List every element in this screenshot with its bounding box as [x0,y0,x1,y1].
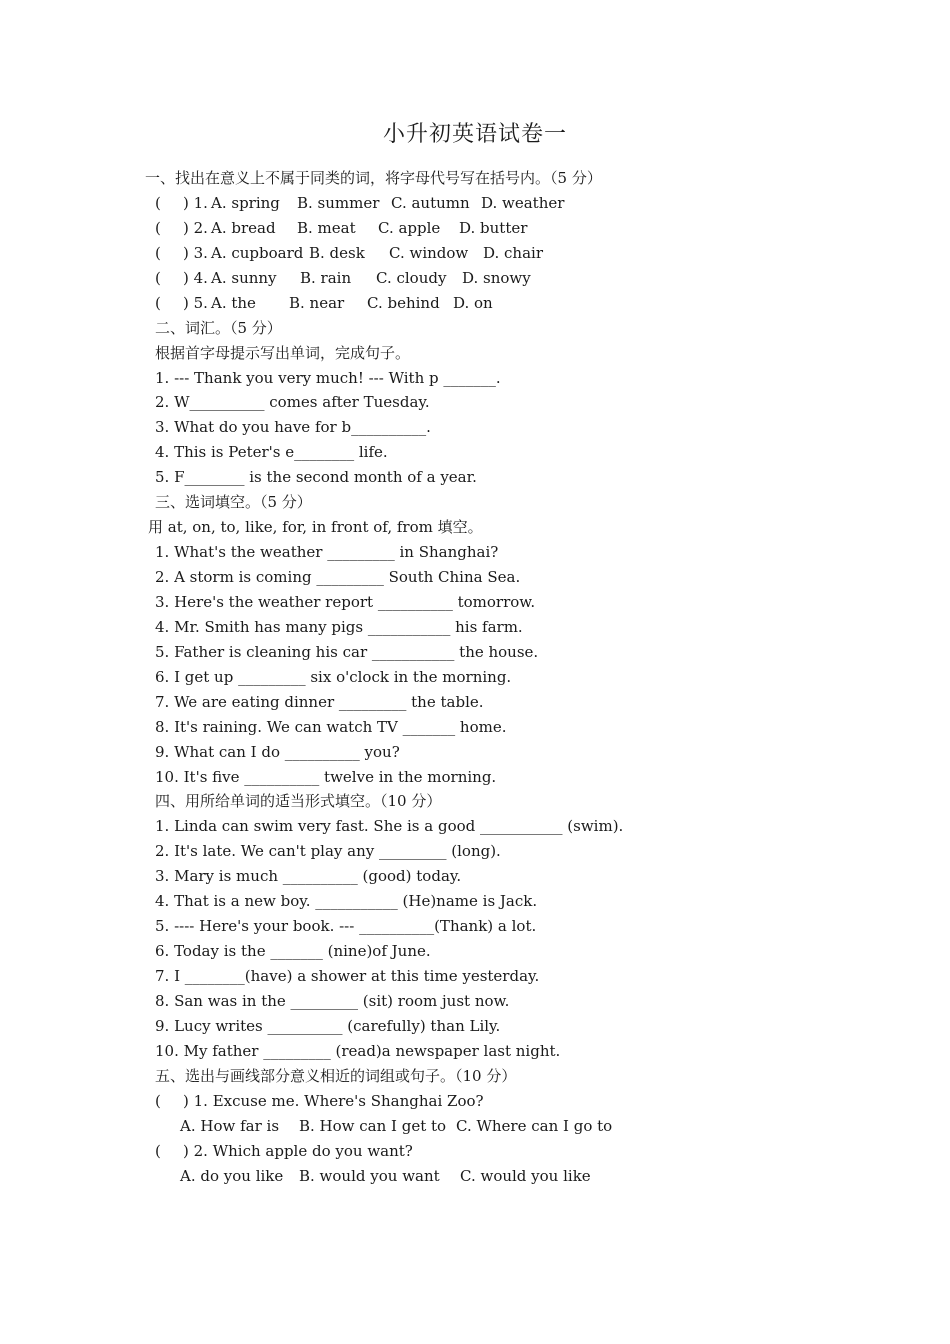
section4-question-6: 6. Today is the _______ (nine)of June. [155,942,431,961]
section1-question-5 [145,291,845,316]
section5-question-2 [145,1139,845,1164]
section4-question-2: 2. It's late. We can't play any _________ (long). [155,842,501,861]
section4-question-1: 1. Linda can swim very fast. She is a good ___________ (swim). [155,817,624,836]
section1-question-3 [145,241,845,266]
option-c: C. would you like [460,1166,591,1185]
section4-question-10: 10. My father _________ (read)a newspaper last night. [155,1041,561,1060]
section5-header: 五、选出与画线部分意义相近的词组或句子。（10 分） [155,1066,517,1085]
section2-question-5: 5. F________ is the second month of a year. [155,468,477,487]
option-b: B. would you want [299,1166,440,1185]
section2-question-2: 2. W__________ comes after Tuesday. [155,393,430,412]
option-a: A. spring [211,193,280,212]
option-c: C. cloudy [376,268,447,287]
section4-question-3: 3. Mary is much __________ (good) today. [155,867,462,886]
option-d: D. snowy [462,268,531,287]
section1-question-4 [145,266,845,291]
option-c: C. autumn [391,193,470,212]
section4-question-7: 7. I ________(have) a shower at this time yesterday. [155,967,540,985]
option-b: B. desk [309,243,365,262]
section3-question-6: 6. I get up _________ six o'clock in the morning. [155,667,512,686]
section5-question-1 [145,1089,845,1114]
answer-paren: ( [155,293,161,312]
question-text: ) 2. Which apple do you want? [183,1141,413,1160]
answer-paren: ( [155,243,161,262]
option-a: A. do you like [180,1166,284,1185]
section3-question-5: 5. Father is cleaning his car ___________ the house. [155,642,539,661]
question-number: ) 1. [183,193,208,212]
section4-question-8: 8. San was in the _________ (sit) room just now. [155,991,510,1010]
answer-paren: ( [155,1091,161,1110]
exam-content [145,166,845,1188]
option-b: B. summer [297,193,380,212]
section3-instruction: 用 at, on, to, like, for, in front of, from 填空。 [148,518,483,537]
section3-question-1: 1. What's the weather _________ in Shanghai? [155,543,499,562]
option-d: D. butter [459,218,528,237]
section2-header: 二、词汇。（5 分） [155,318,282,337]
option-a: A. sunny [211,268,277,287]
option-a: A. the [211,293,256,312]
section3-question-3: 3. Here's the weather report __________ tomorrow. [155,592,536,611]
section1-question-2 [145,216,845,241]
section3-question-2: 2. A storm is coming _________ South China Sea. [155,568,521,586]
question-number: ) 5. [183,293,208,312]
option-b: B. meat [297,218,356,237]
question-number: ) 3. [183,243,208,262]
section2-instruction: 根据首字母提示写出单词，完成句子。 [155,343,411,362]
page-title: 小升初英语试卷一 [382,122,567,147]
answer-paren: ( [155,1141,161,1160]
section4-header: 四、用所给单词的适当形式填空。（10 分） [155,792,442,811]
option-d: D. weather [481,193,565,212]
section3-question-8: 8. It's raining. We can watch TV _______ home. [155,717,507,736]
section1-question-1 [145,191,845,216]
option-a: A. How far is [180,1116,280,1135]
option-c: C. behind [367,293,440,312]
option-b: B. rain [300,268,352,287]
section4-question-4: 4. That is a new boy. ___________ (He)name is Jack. [155,892,538,911]
question-number: ) 4. [183,268,208,287]
question-text: ) 1. Excuse me. Where's Shanghai Zoo? [183,1091,484,1110]
question-number: ) 2. [183,218,208,237]
option-c: C. Where can I go to [456,1116,613,1135]
option-b: B. near [289,293,345,312]
section4-question-5: 5. ---- Here's your book. --- __________(Thank) a lot. [155,917,537,936]
option-b: B. How can I get to [299,1116,447,1135]
section5-question-2-options [145,1164,845,1189]
section4-question-9: 9. Lucy writes __________ (carefully) than Lily. [155,1016,501,1035]
section3-question-7: 7. We are eating dinner _________ the table. [155,692,484,711]
section2-question-1: 1. --- Thank you very much! --- With p _______. [155,368,501,387]
option-a: A. bread [211,218,276,237]
section3-question-9: 9. What can I do __________ you? [155,742,400,761]
section3-question-4: 4. Mr. Smith has many pigs ___________ his farm. [155,617,523,636]
answer-paren: ( [155,268,161,287]
option-c: C. apple [378,218,441,237]
section2-question-3: 3. What do you have for b__________. [155,418,431,437]
answer-paren: ( [155,193,161,212]
answer-paren: ( [155,218,161,237]
option-d: D. chair [483,243,543,262]
option-c: C. window [389,243,469,262]
option-d: D. on [453,293,493,312]
section2-question-4: 4. This is Peter's e________ life. [155,443,388,462]
option-a: A. cupboard [211,243,304,262]
section3-question-10: 10. It's five __________ twelve in the morning. [155,767,497,786]
section5-question-1-options [145,1114,845,1139]
section1-header: 一、找出在意义上不属于同类的词，将字母代号写在括号内。（5 分） [145,169,602,187]
section3-header: 三、选词填空。（5 分） [155,493,312,512]
